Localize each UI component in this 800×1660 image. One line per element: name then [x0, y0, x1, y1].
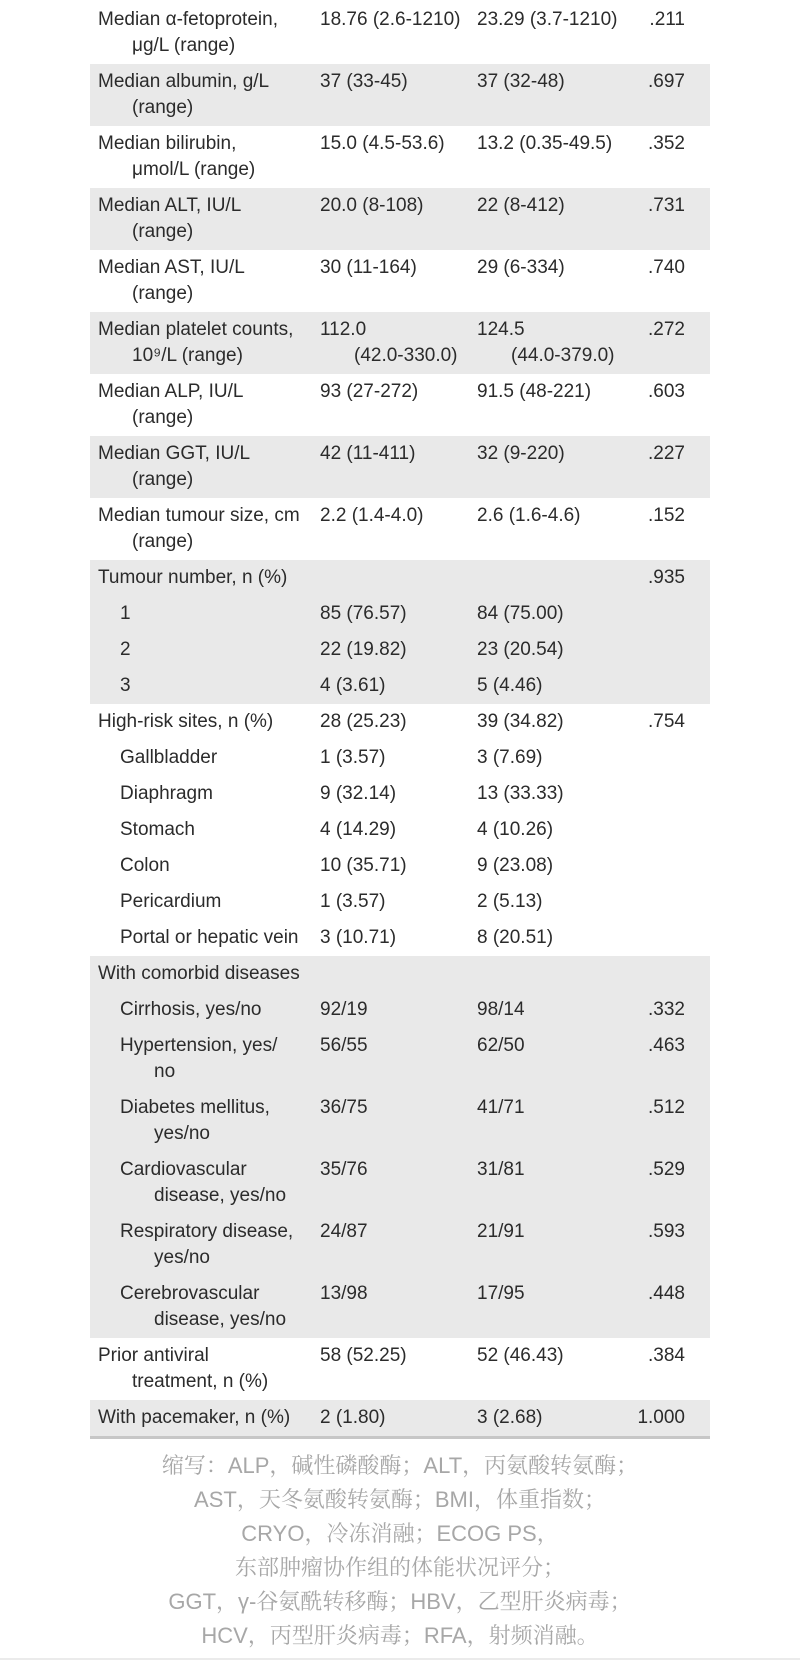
cell-text: 23.29 (3.7-1210) [477, 9, 618, 30]
group2-value [477, 7, 637, 59]
cell-text: 20.0 (8-108) [320, 195, 424, 216]
cell-text: 18.76 (2.6-1210) [320, 9, 461, 30]
cell-text: 36/75 [320, 1097, 368, 1118]
group1-value [320, 817, 477, 843]
cell-text: 29 (6-334) [477, 257, 565, 278]
row-label [90, 637, 320, 663]
group1-value [320, 131, 477, 183]
cell-text: With comorbid diseases [98, 963, 300, 984]
table-row [90, 992, 710, 1028]
cell-text: Cirrhosis, yes/no [120, 999, 262, 1020]
table-row [90, 1214, 710, 1276]
cell-text: 22 (8-412) [477, 195, 565, 216]
cell-text: Median albumin, g/L [98, 71, 270, 92]
p-value: .332 [648, 999, 685, 1020]
group1-value [320, 1095, 477, 1147]
group2-value [477, 853, 637, 879]
cell-text: 112.0 [320, 319, 367, 340]
cell-text: 3 (2.68) [477, 1407, 543, 1428]
group1-value [320, 1405, 477, 1431]
group1-value [320, 503, 477, 555]
cell-text: 31/81 [477, 1159, 525, 1180]
row-label [90, 1405, 320, 1431]
cell-text: 1 [120, 603, 131, 624]
table-row [90, 250, 710, 312]
table-row [90, 884, 710, 920]
abbreviation-line: HCV，丙型肝炎病毒；RFA，射频消融。 [201, 1623, 599, 1648]
table-row [90, 848, 710, 884]
row-label [90, 1095, 320, 1147]
cell-text: Median ALT, IU/L [98, 195, 242, 216]
row-label [90, 441, 320, 493]
group2-value [477, 1405, 637, 1431]
cell-text: Median GGT, IU/L [98, 443, 251, 464]
cell-text: 13 (33.33) [477, 783, 564, 804]
cell-text: 4 (10.26) [477, 819, 554, 840]
row-label [90, 889, 320, 915]
abbreviation-line: 缩写：ALP，碱性磷酸酶；ALT，丙氨酸转氨酶； [161, 1453, 639, 1478]
cell-text: 98/14 [477, 999, 525, 1020]
cell-text-continuation: treatment, n (%) [132, 1371, 269, 1392]
table-row [90, 1276, 710, 1338]
p-value [637, 637, 710, 663]
cell-text: 37 (32-48) [477, 71, 565, 92]
group2-value [477, 637, 637, 663]
table-row [90, 920, 710, 956]
group1-value [320, 853, 477, 879]
group1-value [320, 709, 477, 735]
p-value: .603 [648, 381, 685, 402]
group2-value [477, 441, 637, 493]
row-label [90, 781, 320, 807]
p-value [637, 745, 710, 771]
p-value: 1.000 [637, 1407, 685, 1428]
abbreviation-line: AST，天冬氨酸转氨酶；BMI，体重指数； [194, 1487, 606, 1512]
group2-value [477, 379, 637, 431]
group1-value [320, 1157, 477, 1209]
cell-text: 56/55 [320, 1035, 368, 1056]
cell-text: 84 (75.00) [477, 603, 564, 624]
group2-value [477, 673, 637, 699]
row-label [90, 193, 320, 245]
p-value [637, 817, 710, 843]
cell-text: 8 (20.51) [477, 927, 554, 948]
table-row [90, 126, 710, 188]
cell-text: Stomach [120, 819, 195, 840]
cell-text-continuation: (42.0-330.0) [354, 345, 458, 366]
p-value: .740 [648, 257, 685, 278]
cell-text-continuation: disease, yes/no [154, 1309, 287, 1330]
cell-text-continuation: μg/L (range) [132, 35, 236, 56]
group2-value [477, 1343, 637, 1395]
abbreviation-line: 东部肿瘤协作组的体能状况评分； [234, 1555, 565, 1580]
cell-text: Cerebrovascular [120, 1283, 260, 1304]
cell-text: 52 (46.43) [477, 1345, 564, 1366]
group2-value [477, 317, 637, 369]
cell-text: Median bilirubin, [98, 133, 237, 154]
group2-value [477, 193, 637, 245]
p-value: .352 [648, 133, 685, 154]
cell-text: Portal or hepatic vein [120, 927, 299, 948]
table-row [90, 1028, 710, 1090]
cell-text: 30 (11-164) [320, 257, 417, 278]
table-row [90, 1152, 710, 1214]
cell-text: Cardiovascular [120, 1159, 247, 1180]
group2-value [477, 889, 637, 915]
p-value [637, 961, 710, 987]
cell-text: Colon [120, 855, 170, 876]
cell-text: 2.6 (1.6-4.6) [477, 505, 581, 526]
cell-text: 2 [120, 639, 131, 660]
table-row [90, 740, 710, 776]
table-row [90, 596, 710, 632]
cell-text: 39 (34.82) [477, 711, 564, 732]
cell-text: 35/76 [320, 1159, 368, 1180]
cell-text: 92/19 [320, 999, 368, 1020]
row-label [90, 565, 320, 591]
row-label [90, 853, 320, 879]
cell-text: 37 (33-45) [320, 71, 408, 92]
cell-text: 93 (27-272) [320, 381, 419, 402]
cell-text: Hypertension, yes/ [120, 1035, 278, 1056]
row-label [90, 1281, 320, 1333]
cell-text: Median α-fetoprotein, [98, 9, 278, 30]
cell-text: 42 (11-411) [320, 443, 416, 464]
cell-text-continuation: yes/no [154, 1123, 210, 1144]
group1-value [320, 1281, 477, 1333]
cell-text: 3 (10.71) [320, 927, 397, 948]
cell-text: Diabetes mellitus, [120, 1097, 270, 1118]
cell-text-continuation: yes/no [154, 1247, 210, 1268]
row-label [90, 709, 320, 735]
abbreviation-line: CRYO，冷冻消融；ECOG PS， [241, 1521, 559, 1546]
row-label [90, 601, 320, 627]
cell-text: 9 (23.08) [477, 855, 554, 876]
row-label [90, 503, 320, 555]
group2-value [477, 961, 637, 987]
group2-value [477, 255, 637, 307]
row-label [90, 1343, 320, 1395]
cell-text: 5 (4.46) [477, 675, 543, 696]
group2-value [477, 745, 637, 771]
p-value: .731 [648, 195, 685, 216]
p-value: .384 [648, 1345, 685, 1366]
cell-text: Respiratory disease, [120, 1221, 294, 1242]
cell-text: 85 (76.57) [320, 603, 407, 624]
p-value [637, 853, 710, 879]
row-label [90, 673, 320, 699]
group2-value [477, 925, 637, 951]
p-value: .272 [648, 319, 685, 340]
cell-text: 3 [120, 675, 131, 696]
group1-value [320, 255, 477, 307]
cell-text: 28 (25.23) [320, 711, 407, 732]
cell-text-continuation: (range) [132, 531, 194, 552]
table-row [90, 188, 710, 250]
cell-text: 58 (52.25) [320, 1345, 407, 1366]
cell-text-continuation: (range) [132, 283, 194, 304]
group1-value [320, 379, 477, 431]
group1-value [320, 781, 477, 807]
cell-text: 124.5 [477, 319, 525, 340]
row-label [90, 1033, 320, 1085]
p-value [637, 781, 710, 807]
cell-text-continuation: no [154, 1061, 176, 1082]
table-row [90, 1090, 710, 1152]
p-value: .754 [648, 711, 685, 732]
cell-text: 2.2 (1.4-4.0) [320, 505, 424, 526]
cell-text: 1 (3.57) [320, 891, 386, 912]
cell-text: Median AST, IU/L [98, 257, 245, 278]
table-row [90, 632, 710, 668]
group1-value [320, 889, 477, 915]
group2-value [477, 817, 637, 843]
group1-value [320, 193, 477, 245]
cell-text: 1 (3.57) [320, 747, 386, 768]
cell-text: 41/71 [477, 1097, 525, 1118]
row-label [90, 817, 320, 843]
table-row [90, 776, 710, 812]
group1-value [320, 441, 477, 493]
p-value: .935 [648, 567, 685, 588]
cell-text: Tumour number, n (%) [98, 567, 288, 588]
p-value: .529 [648, 1159, 685, 1180]
p-value: .227 [648, 443, 685, 464]
table-row [90, 312, 710, 374]
cell-text-continuation: (range) [132, 469, 194, 490]
abbreviations-note [0, 1449, 800, 1653]
cell-text-continuation: disease, yes/no [154, 1185, 287, 1206]
cell-text: Prior antiviral [98, 1345, 209, 1366]
group2-value [477, 781, 637, 807]
row-label [90, 7, 320, 59]
cell-text: Median platelet counts, [98, 319, 294, 340]
cell-text: Gallbladder [120, 747, 218, 768]
row-label [90, 925, 320, 951]
row-label [90, 69, 320, 121]
table-row [90, 2, 710, 64]
p-value: .697 [648, 71, 685, 92]
cell-text: 21/91 [477, 1221, 525, 1242]
table-row [90, 64, 710, 126]
cell-text: 3 (7.69) [477, 747, 543, 768]
cell-text: High-risk sites, n (%) [98, 711, 274, 732]
table-row [90, 668, 710, 704]
cell-text: 13/98 [320, 1283, 368, 1304]
cell-text: 32 (9-220) [477, 443, 565, 464]
cell-text: 22 (19.82) [320, 639, 407, 660]
group2-value [477, 1033, 637, 1085]
p-value: .512 [648, 1097, 685, 1118]
p-value [637, 673, 710, 699]
cell-text: Median tumour size, cm [98, 505, 300, 526]
cell-text-continuation: 10⁹/L (range) [132, 345, 243, 366]
cell-text-continuation: (range) [132, 97, 194, 118]
p-value: .463 [648, 1035, 685, 1056]
group2-value [477, 997, 637, 1023]
group1-value [320, 1343, 477, 1395]
group1-value [320, 637, 477, 663]
group2-value [477, 1281, 637, 1333]
table-row [90, 436, 710, 498]
cell-text: 24/87 [320, 1221, 368, 1242]
group2-value [477, 503, 637, 555]
group1-value [320, 317, 477, 369]
group1-value [320, 601, 477, 627]
group1-value [320, 1219, 477, 1271]
cell-text: 91.5 (48-221) [477, 381, 592, 402]
cell-text: Pericardium [120, 891, 222, 912]
table-row [90, 560, 710, 596]
group1-value [320, 997, 477, 1023]
cell-text-continuation: (range) [132, 221, 194, 242]
group1-value [320, 961, 477, 987]
table-row [90, 1338, 710, 1400]
p-value [637, 601, 710, 627]
group1-value [320, 1033, 477, 1085]
p-value: .448 [648, 1283, 685, 1304]
cell-text: 2 (1.80) [320, 1407, 386, 1428]
group1-value [320, 745, 477, 771]
row-label [90, 255, 320, 307]
cell-text-continuation: (range) [132, 407, 194, 428]
cell-text: 4 (14.29) [320, 819, 397, 840]
p-value [637, 889, 710, 915]
cell-text: 17/95 [477, 1283, 525, 1304]
abbreviation-line: GGT，γ-谷氨酰转移酶；HBV，乙型肝炎病毒； [168, 1589, 632, 1614]
cell-text: 2 (5.13) [477, 891, 543, 912]
table-row [90, 498, 710, 560]
baseline-characteristics-table [90, 0, 710, 1439]
cell-text: 10 (35.71) [320, 855, 407, 876]
row-label [90, 997, 320, 1023]
row-label [90, 317, 320, 369]
row-label [90, 1219, 320, 1271]
row-label [90, 961, 320, 987]
cell-text: With pacemaker, n (%) [98, 1407, 291, 1428]
group2-value [477, 131, 637, 183]
row-label [90, 1157, 320, 1209]
cell-text: 23 (20.54) [477, 639, 564, 660]
group1-value [320, 925, 477, 951]
row-label [90, 745, 320, 771]
group2-value [477, 1095, 637, 1147]
row-label [90, 131, 320, 183]
group2-value [477, 709, 637, 735]
group1-value [320, 69, 477, 121]
table-row [90, 374, 710, 436]
cell-text: 4 (3.61) [320, 675, 386, 696]
table-row [90, 812, 710, 848]
cell-text: 9 (32.14) [320, 783, 397, 804]
row-label [90, 379, 320, 431]
cell-text: Median ALP, IU/L [98, 381, 244, 402]
cell-text: Diaphragm [120, 783, 213, 804]
table-row [90, 1400, 710, 1436]
p-value [637, 925, 710, 951]
cell-text-continuation: μmol/L (range) [132, 159, 256, 180]
p-value: .211 [649, 9, 685, 30]
group1-value [320, 7, 477, 59]
p-value: .152 [648, 505, 685, 526]
group2-value [477, 69, 637, 121]
group2-value [477, 1157, 637, 1209]
group2-value [477, 1219, 637, 1271]
cell-text-continuation: (44.0-379.0) [511, 345, 615, 366]
table-row [90, 704, 710, 740]
group2-value [477, 565, 637, 591]
group1-value [320, 673, 477, 699]
cell-text: 13.2 (0.35-49.5) [477, 133, 613, 154]
group2-value [477, 601, 637, 627]
table-row [90, 956, 710, 992]
cell-text: 62/50 [477, 1035, 525, 1056]
group1-value [320, 565, 477, 591]
p-value: .593 [648, 1221, 685, 1242]
cell-text: 15.0 (4.5-53.6) [320, 133, 445, 154]
